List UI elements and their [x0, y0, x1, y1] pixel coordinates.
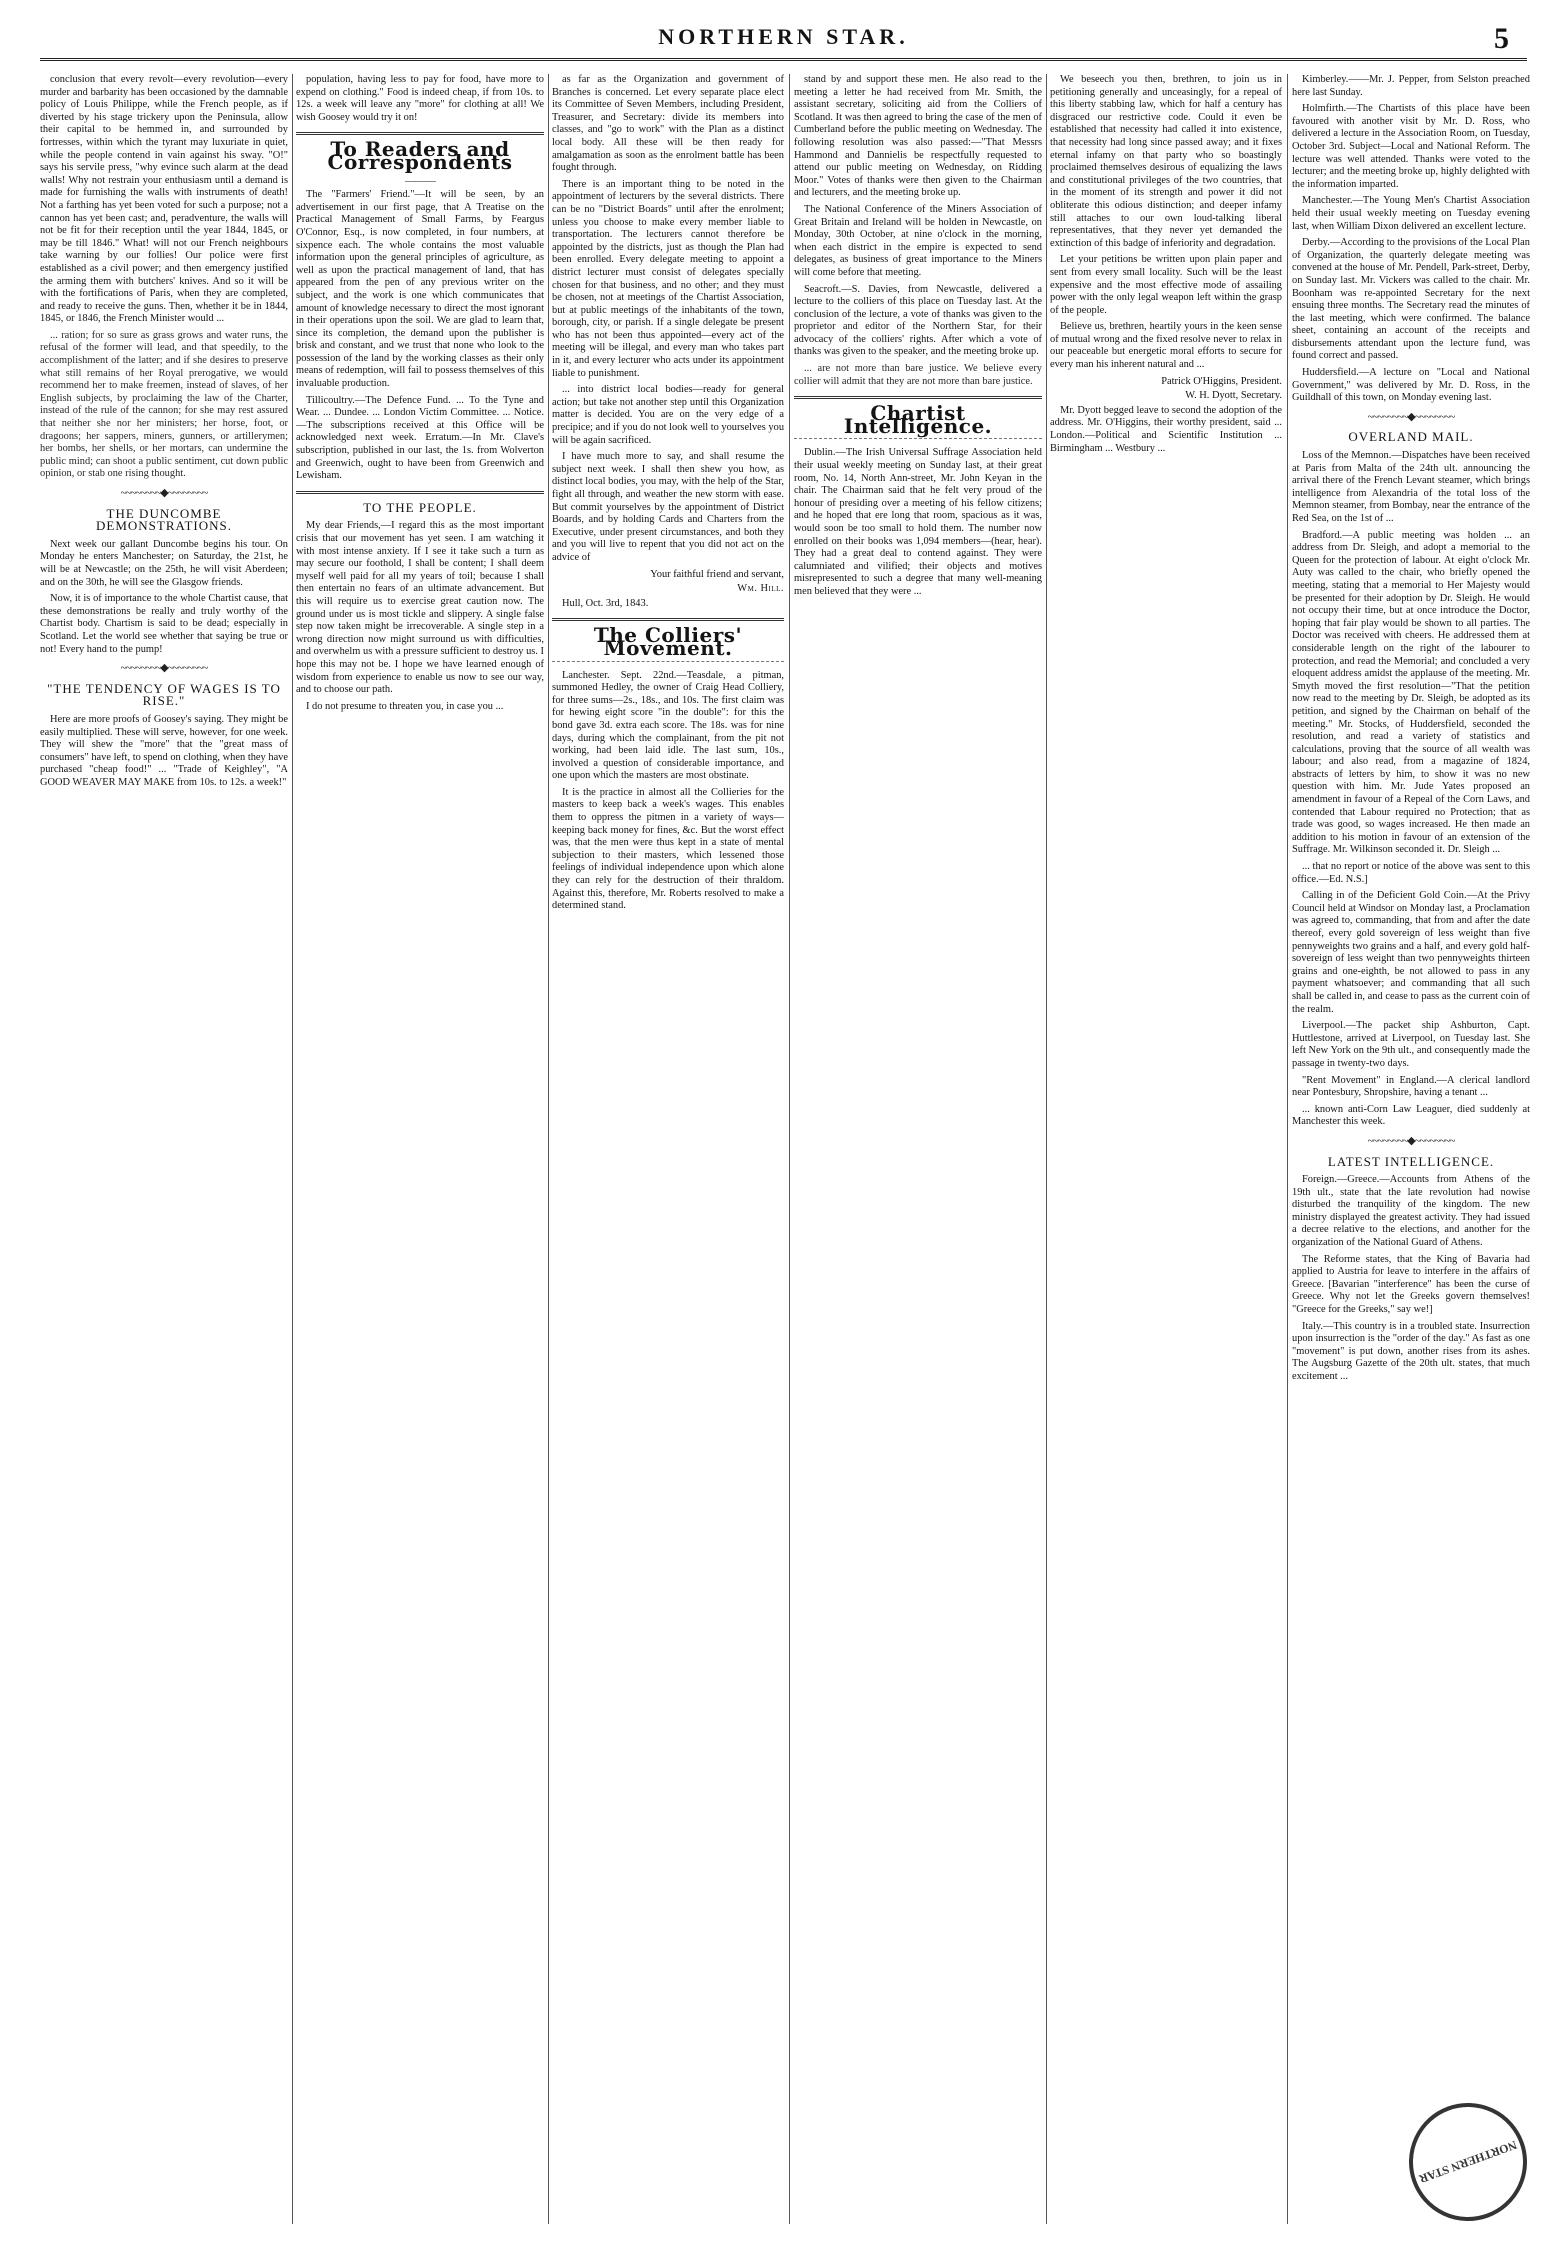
column-6 [1292, 74, 1530, 2224]
article-paragraph: Let your petitions be written upon plain paper and sent from every small locality. Such will be the least expensive and the most effective mode of assailing power with the only legal weapon left within the grasp of the people. [1050, 254, 1282, 316]
column-5 [1050, 74, 1282, 2224]
article-paragraph: ... are not more than bare justice. We believe every collier will admit that they are not more than bare justice. [794, 363, 1042, 387]
article-paragraph: Dublin.—The Irish Universal Suffrage Association held their usual weekly meeting on Sunday last, at their great room, No. 14, North Ann-street, Mr. John Keyan in the chair. The Chairman said that he felt very proud of the honour of presiding over a meeting of his fellow citizens; and he hoped that ere long that room, spacious as it was, would soon be too small to hold them. The number now enrolled on their books was 1,094 members—(hear, hear). They had a great deal to contend against. They were calumniated and vilified; their objects and motives misrepresented to such a degree that many well-meaning men believed that they were ... [794, 447, 1042, 597]
column-4 [794, 74, 1042, 2224]
letter-paragraph: as far as the Organization and government of Branches is concerned. Let every separate place elect its Committee of Seven Members, including President, Treasurer, and Secretary: divide its members into classes, and "go to work" with the Plan as a distinct local body. All these will be then ready for amalgamation as soon as the enrolment battle has been fought through. [552, 74, 784, 174]
ornament-divider: ~~~~~~~~◆~~~~~~~~ [120, 487, 208, 499]
overland-mail-heading: OVERLAND MAIL. [1348, 429, 1474, 445]
letter-signoff: Your faithful friend and servant, [650, 568, 784, 580]
section-rule [794, 396, 1042, 399]
report-liverpool: Liverpool.—The packet ship Ashburton, Capt. Huttlestone, arrived at Liverpool, on Tuesday last. She left New York on the 9th ult., and consequently made the passage in twenty-two days. [1292, 1020, 1530, 1069]
report-kimberley: Kimberley.——Mr. J. Pepper, from Selston preached here last Sunday. [1292, 74, 1530, 98]
column-1 [40, 74, 288, 2224]
report-death: ... known anti-Corn Law Leaguer, died suddenly at Manchester this week. [1292, 1103, 1530, 1128]
ornament-divider: ~~~~~~~~◆~~~~~~~~ [1367, 410, 1455, 423]
column-divider [1287, 74, 1288, 2224]
article-paragraph: The National Conference of the Miners Association of Great Britain and Ireland will be holden in Newcastle, on Monday, 30th October, at nine o'clock in the morning, when each district in the empire is expected to send delegates, as business of great importance to the Miners will come before that meeting. [794, 203, 1042, 278]
article-paragraph: Seacroft.—S. Davies, from Newcastle, delivered a lecture to the colliers of this place on Tuesday last. At the conclusion of the lecture, a vote of thanks was given to the proprietor and editor of the Northern Star, for their advocacy of the colliers' rights. After which a vote of thanks was given to the speaker, and the meeting broke up. [794, 283, 1042, 358]
column-divider [1046, 74, 1047, 2224]
page-number: 5 [1494, 22, 1509, 55]
newspaper-title: NORTHERN STAR. [658, 24, 909, 49]
masthead-rule [40, 58, 1527, 61]
to-the-people-heading: TO THE PEOPLE. [363, 499, 477, 515]
report-rent-movement: "Rent Movement" in England.—A clerical landlord near Pontesbury, Shropshire, having a tenant ... [1292, 1074, 1530, 1099]
masthead [40, 22, 1527, 66]
article-paragraph: We beseech you then, brethren, to join us in petitioning generally and unceasingly, for a repeal of this liberty stabbing law, which for half a century has disgraced our restrictive code. Could it even be established that necessity had called it into existence, that necessity had long since passed away; and it fixes eternal infamy on that party who so boastingly proclaimed themselves desirous of equalizing the laws and constitutional privileges of the two countries, that in the moment of its strength and power it did not obliterate this odious distinction; and deeper infamy still attaches to our own loud-talking liberal representatives, that they never yet demanded the extinction of this badge of inferiority and degradation. [1050, 74, 1282, 249]
signature-president: Patrick O'Higgins, President. [1161, 375, 1282, 387]
signature-secretary: W. H. Dyott, Secretary. [1185, 390, 1282, 402]
notice-paragraph: The "Farmers' Friend."—It will be seen, by an advertisement in our first page, that A Treatise on the Practical Management of Small Farms, by Feargus O'Connor, Esq., is now completed, in four numbers, at sixpence each. The whole contains the most valuable information upon the general principles of agriculture, as well as upon the practical management of land, that has appeared from the pen of any previous writer on the subject, and the work is one which communicates that amount of knowledge necessary to direct the most ignorant in their operations upon the soil. We are glad to learn that, since its completion, the demand upon the publisher is brisk and constant, and we trust that none who look to the possession of the land by the working classes as their only means of redemption, will fail to possess themselves of this invaluable production. [296, 189, 544, 390]
article-paragraph: Believe us, brethren, heartily yours in the keen sense of mutual wrong and the fixed resolve never to relax in our peaceable but energetic moral efforts to secure for every man his inherent natural and ... [1050, 321, 1282, 371]
section-rule [296, 491, 544, 494]
article-paragraph: Lanchester. Sept. 22nd.—Teasdale, a pitman, summoned Hedley, the owner of Craig Head Colliery, for three sums—2s., 18s., and 10s. The first claim was for hewing eight score "in the double": for this the bond gave 3d. extra each score. The 18s. was for nine days, during which the complainant, from the pit not working, had been laid idle. The last sum, 10s., involved a question of considerable importance, and one upon which the masters are most obstinate. [552, 669, 784, 782]
report-derby: Derby.—According to the provisions of the Local Plan of Organization, the quarterly delegate meeting was convened at the house of Mr. Pendell, Park-street, Derby, on Sunday last. Mr. Vickers was called to the chair. Mr. Boonham was re-appointed Secretary for the next ensuing three months. The Secretary read the minutes of the last meeting, which were confirmed. The balance sheet, containing an account of the receipts and disbursements attendant upon the lecture fund, was found correct and passed. [1292, 237, 1530, 362]
report-huddersfield: Huddersfield.—A lecture on "Local and National Government," was delivered by Mr. D. Ross, in the Guildhall of this town, on Monday evening last. [1292, 367, 1530, 404]
chartist-intelligence-heading: Chartist Intelligence. [843, 401, 993, 438]
section-rule [552, 618, 784, 621]
column-divider [292, 74, 293, 2224]
report-reforme: The Reforme states, that the King of Bavaria had applied to Austria for leave to interfere in the affairs of Greece. [Bavarian "interference" has been the curse of Greece. Why not let the Greeks govern themselves! "Greece for the Greeks," say we!] [1292, 1253, 1530, 1316]
letter-dateline: Hull, Oct. 3rd, 1843. [562, 597, 649, 609]
letter-paragraph: ... into district local bodies—ready for general action; but take not another step until this Organization matter is decided. You are on the very edge of a precipice; and if you do not look well to yourselves you will be again sacrificed. [552, 384, 784, 446]
article-paragraph: Next week our gallant Duncombe begins his tour. On Monday he enters Manchester; on Saturday, the 21st, he will be at Newcastle; on the 25th, he will visit Aberdeen; and on the 30th, he will see the Glasgow friends. [40, 538, 288, 588]
letter-paragraph: My dear Friends,—I regard this as the most important crisis that our movement has yet seen. I am watching it with most intense anxiety. If I see it take such a turn as may secure our foothold, I shall be content; I shall deem myself well paid for all my years of toil; because I shall then entertain no fears of an ultimate advancement. But this will require us to exercise great caution now. The ground under us is most tickle and slippery. A single false step now taken might be irrecoverable. A single step in a wrong direction now might surround us with difficulties, and overwhelm us with a pressure sufficient to destroy us. I hope this may not be. I hope we have learned enough of wisdom from experience to enable us now to see our way, and to choose our path. [296, 520, 544, 696]
wages-heading: "THE TENDENCY OF WAGES IS TO RISE." [47, 680, 281, 709]
notice-paragraph: Tillicoultry.—The Defence Fund. ... To the Tyne and Wear. ... Dundee. ... London Victim Committee. ... Notice.—The subscriptions received at this Office will be acknowledged next week. Erratum.—In Mr. Clave's subscription, published in our last, the 1s. from Wolverton and Greenwich, ought to have been from Greenwich and Lewisham. [296, 394, 544, 482]
report-greece: Foreign.—Greece.—Accounts from Athens of the 19th ult., state that the late revolution had nowise disturbed the tranquility of the kingdom. The new ministry displayed the greatest activity. They had issued a decree relative to the elections, and another for the organization of the National Guard of Athens. [1292, 1174, 1530, 1249]
column-3 [552, 74, 784, 2224]
article-paragraph: ... ration; for so sure as grass grows and water runs, the refusal of the former will lead, and that speedily, to the accomplishment of the latter; and if she desires to preserve what still remains of her Royal prerogative, we would recommend her to make freemen, instead of slaves, of her English subjects, by proclaiming the law of the Charter, instead of the rule of the cannon; for she may rest assured that neither she nor her ministers; her horse, foot, or dragoons; her sappers, miners, gunners, or artillerymen; her bombs, her shells, or her mortars, can undermine the public mind; can shoot a public sentiment, cut down public opinion, or stab one rising thought. [40, 329, 288, 480]
short-rule: ——— [405, 174, 435, 187]
section-rule [296, 132, 544, 135]
duncombe-heading: THE DUNCOMBE DEMONSTRATIONS. [96, 505, 232, 534]
ornament-divider: ~~~~~~~~◆~~~~~~~~ [1367, 1134, 1455, 1147]
colliers-movement-heading: The Colliers' Movement. [593, 623, 743, 660]
letter-signature: Wm. Hill. [737, 583, 784, 595]
letter-paragraph: I do not presume to threaten you, in case you ... [306, 700, 504, 712]
latest-intelligence-heading: LATEST INTELLIGENCE. [1327, 1153, 1495, 1169]
article-paragraph: Here are more proofs of Goosey's saying. They might be easily multiplied. These will serve, however, for one week. They will shew the "more" that the "great mass of consumers" have left, to spend on clothing, when they have purchased "cheap food!" ... "Trade of Keighley", "A GOOD WEAVER MAY MAKE from 10s. to 12s. a week!" [40, 713, 288, 788]
ornament-divider: ~~~~~~~~◆~~~~~~~~ [120, 662, 208, 675]
letter-paragraph: There is an important thing to be noted in the appointment of lecturers by the several districts. There can be no "District Boards" until after the enrolment; unless you choose to make every member liable to transportation. The lecturers cannot therefore be appointed by the districts, just as though the Plan had been enrolled. Every delegate meeting to appoint a district lecturer must consist of delegates specially chosen for that business, and no other; and they must be chosen, not at meetings of the Chartist Association, but at public meetings of the inhabitants of the town, borough, city, or parish. If a single delegate be present who has not been thus appointed—every act of the meeting will be illegal, and every man who takes part in it, and every lecturer who acts under its appointment liable to punishment. [552, 178, 784, 379]
report-manchester: Manchester.—The Young Men's Chartist Association held their usual weekly meeting on Tuesday evening last, when William Dixon delivered an excellent lecture. [1292, 195, 1530, 232]
article-paragraph: conclusion that every revolt—every revolution—every murder and barbarity has been occasioned by the damnable policy of Louis Philippe, while the French people, as if diverted by his stage trickery upon the Peninsula, allow their capital to be hemmed in, and surrounded by fortresses, within which the tyrant may luxuriate in quiet, while the people contend in vain against his sway. "O!" says his servile press, "why evince such alarm at the dead walls! Why not restrain your enthusiasm until a demand is made for furnishing the walls with instruments of death! Not a farthing has yet been voted for such a purpose; not a cannon has yet been cast; and, peradventure, the walls will not be fit for their reception until the year 1844, 1845, or may be till 1846." What! will not our French neighbours take warning by our follies! Our police were first established as a civil power; and then emergency justified the arming them with butchers' knives. And so it will be with the fortifications of Paris, when they are completed, and ready to receive the guns. Then, whether it be in 1844, 1845, or 1846, the French Minister would ... [40, 74, 288, 325]
stamp-text: NORTHERN STAR [1417, 2138, 1519, 2187]
report-bradford: Bradford.—A public meeting was holden ... an address from Dr. Sleigh, and adopt a memorial to the Queen for the protection of labour. At eight o'clock Mr. Auty was called to the chair, who briefly opened the meeting, stating that a memorial to Her Majesty would be presented for their adoption by Dr. Sleigh. He would not occupy their time, but at once introduce the Doctor, hoping that fair play would be shown to all parties. The Doctor was received with cheers. He addressed them at considerable length on the right of the labourer to protection, and read the Memorial; and concluded a very eloquent address amidst the applause of the meeting. Mr. Smyth moved the first resolution—"That the petition now read to the meeting by Dr. Sleigh, be adopted as its petition, and signed by the Chairman on behalf of the meeting." Mr. Stocks, of Huddersfield, seconded the resolution, and read a variety of statistics and calculations, proving that the source of all wealth was labour; and also read, from a magazine of 1824, abstracts of letters by him, to show it was no new question with him. Mr. Jude Yates proposed an amendment in favour of a Repeal of the Corn Laws, and contended that Labour required no Protection; that as trade was good, so wages increased. He then made an addition to his motion in favour of an extension of the Suffrage. Mr. Wilkinson seconded it. Dr. Sleigh ... [1292, 529, 1530, 856]
article-paragraph: Now, it is of importance to the whole Chartist cause, that these demonstrations be really and truly worthy of the Chartist body. Chartism is said to be dead; especially in Scotland. Let the world see whether that saying be true or not! Every hand to the pump! [40, 593, 288, 655]
editor-note: ... that no report or notice of the above was sent to this office.—Ed. N.S.] [1292, 861, 1530, 885]
article-paragraph: population, having less to pay for food, have more to expend on clothing." Food is indeed cheap, if from 10s. to 12s. a week will leave any "more" for clothing at all! We wish Goosey would try it on! [296, 74, 544, 123]
column-divider [548, 74, 549, 2224]
page-columns [40, 74, 1530, 2224]
dotted-rule [552, 661, 784, 662]
article-paragraph: Mr. Dyott begged leave to second the adoption of the address. Mr. O'Higgins, their worthy president, said ... London.—Political and Scientific Institution ... Birmingham ... Westbury ... [1050, 404, 1282, 454]
letter-paragraph: I have much more to say, and shall resume the subject next week. I shall then shew you how, as distinct local bodies, you may, with the help of the Star, fight all through, and weather the new storm with ease. But commit yourselves by the appointment of District Boards, and by holding Cards and Charters from the Executive, under present circumstances, and both they and you will live to repent that you did not act on the advice of [552, 451, 784, 563]
article-paragraph: It is the practice in almost all the Collieries for the masters to keep back a week's wages. This enables them to oppress the pitmen in a variety of ways—keeping back money for fines, &c. But the worst effect was, that the men were thus kept in a state of mental subjection to their masters, which lessened those feelings of individual independence upon which alone they can rely for the destruction of their thraldom. Against this, therefore, Mr. Roberts resolved to make a determined stand. [552, 786, 784, 912]
report-italy: Italy.—This country is in a troubled state. Insurrection upon insurrection is the "order of the day." As fast as one "movement" is put down, another rises from its ashes. The Augsburg Gazette of the 20th ult. states, that much excitement ... [1292, 1320, 1530, 1382]
readers-correspondents-heading: To Readers and Correspondents [327, 137, 513, 174]
report-holmfirth: Holmfirth.—The Chartists of this place have been favoured with another visit by Mr. D. Ross, who delivered a lecture in the Association Room, on Tuesday, October 3rd. Subject—Local and National Reform. The lecture was well attended. Thanks were voted to the lecturer; and the meeting broke up, highly delighted with the information imparted. [1292, 103, 1530, 190]
dotted-rule [794, 438, 1042, 439]
article-paragraph: stand by and support these men. He also read to the meeting a letter he had received from Mr. Smith, the assistant secretary, soliciting aid from the Colliers of Scotland. It was then agreed to bring the case of the men of Cumberland before the public meeting on Wednesday. The following resolution was also passed:—"That Messrs Hammond and Dannielis be respectfully requested to attend our public meeting on Wednesday, on Ridding Moor." Votes of thanks were then given to the Chairman and lecturers, and the meeting broke up. [794, 74, 1042, 199]
report-gold-coin: Calling in of the Deficient Gold Coin.—At the Privy Council held at Windsor on Monday last, a Proclamation was agreed to, commanding, that from and after the date thereof, every gold sovereign of less weight than five pennyweights two grains and a half, and every gold half-sovereign of less weight than two pennyweights thirteen grains and one-eighth, be not allowed to pass in any payment whatsoever; and commanding that all such shall be called in, and cease to pass as the current coin of the realm. [1292, 890, 1530, 1015]
report-memnon: Loss of the Memnon.—Dispatches have been received at Paris from Malta of the 24th ult. announcing the arrival there of the French Levant steamer, which brings intelligence from Alexandria of the total loss of the Memnon steamer, from Bombay, near the entrance of the Red Sea, on the 1st of ... [1292, 450, 1530, 524]
column-2 [296, 74, 544, 2224]
column-divider [789, 74, 790, 2224]
